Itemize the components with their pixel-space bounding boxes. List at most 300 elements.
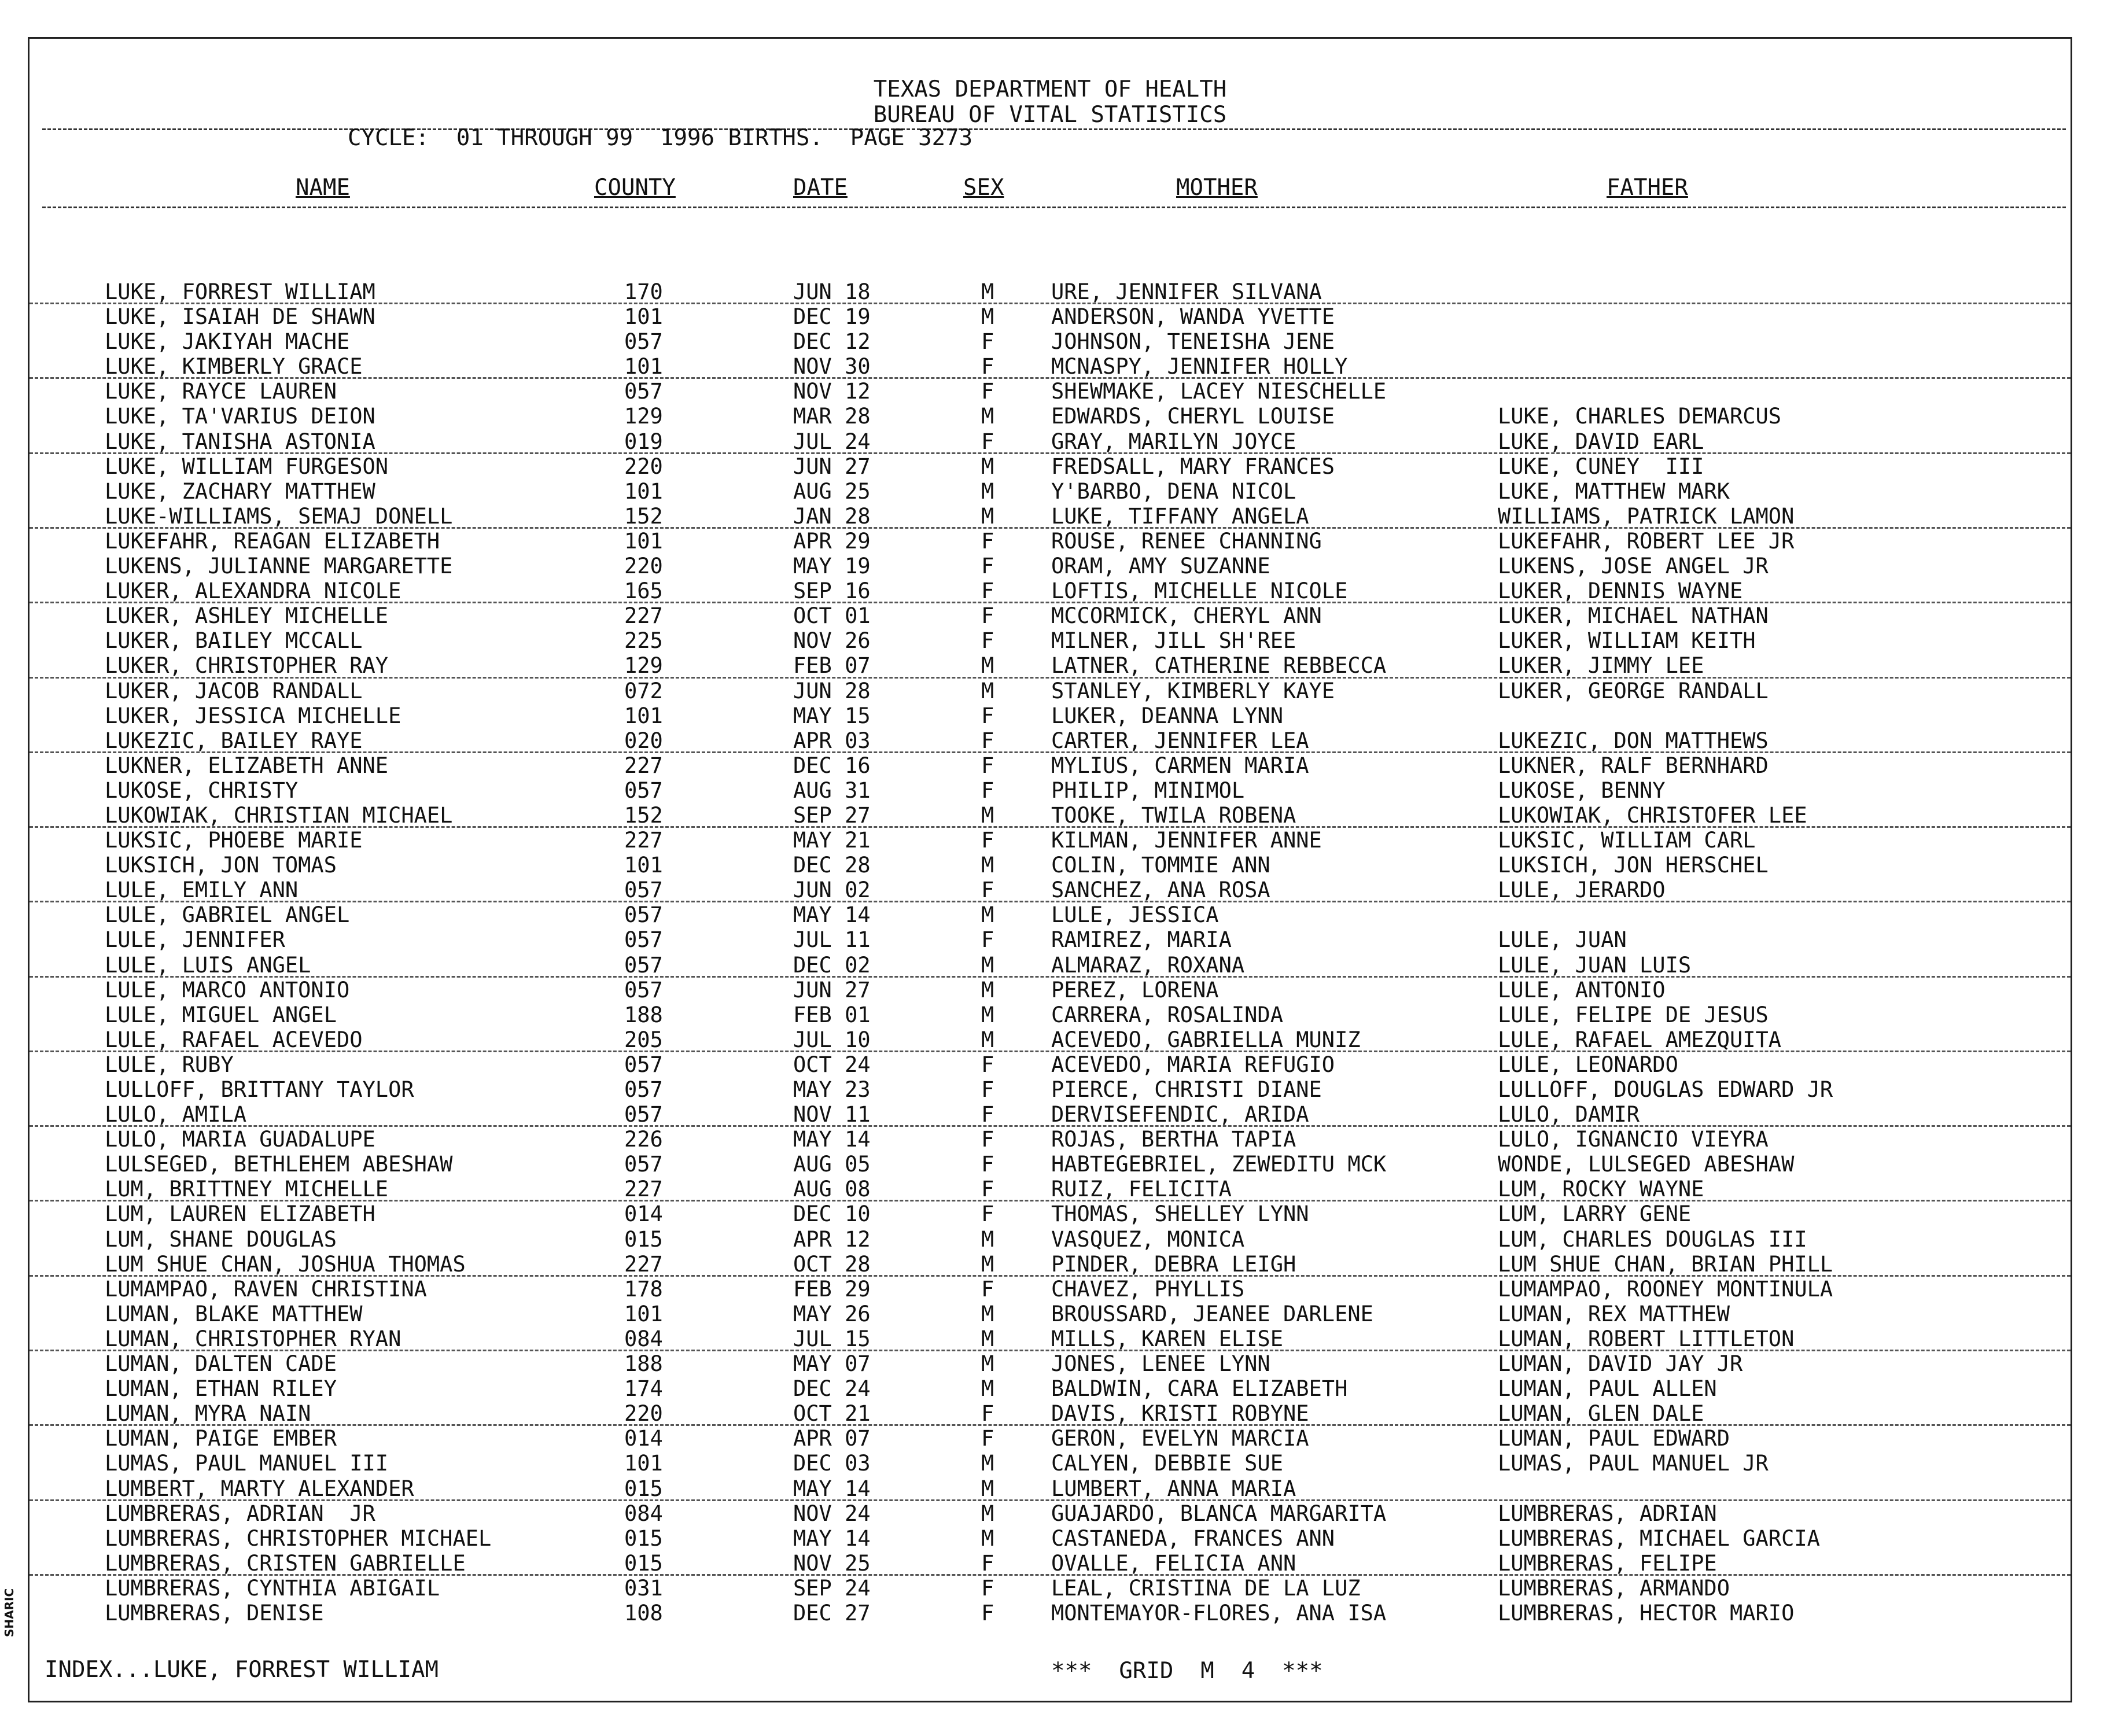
cell-date: APR 03	[793, 728, 871, 753]
table-row	[30, 1551, 2071, 1576]
cell-date: DEC 10	[793, 1201, 871, 1227]
cell-mother: PIERCE, CHRISTI DIANE	[1051, 1077, 1322, 1102]
cell-father: LUM, LARRY GENE	[1498, 1201, 1692, 1227]
cell-date: FEB 07	[793, 653, 871, 679]
cell-date: JUN 28	[793, 678, 871, 703]
cell-sex: F	[981, 1052, 994, 1077]
cell-county: 101	[624, 703, 663, 728]
cell-name: LUKEFAHR, REAGAN ELIZABETH	[105, 528, 440, 554]
cell-sex: F	[981, 703, 994, 728]
cell-name: LUKE, FORREST WILLIAM	[105, 279, 375, 304]
cell-name: LUKNER, ELIZABETH ANNE	[105, 753, 389, 778]
table-row	[30, 679, 2071, 703]
cell-mother: MILNER, JILL SH'REE	[1051, 628, 1296, 654]
cell-county: 057	[624, 1077, 663, 1102]
cell-father: LUKE, MATTHEW MARK	[1498, 478, 1730, 504]
cell-mother: DAVIS, KRISTI ROBYNE	[1051, 1401, 1309, 1427]
cell-county: 225	[624, 628, 663, 654]
cell-mother: Y'BARBO, DENA NICOL	[1051, 478, 1296, 504]
cell-mother: LUKE, TIFFANY ANGELA	[1051, 503, 1309, 529]
table-row	[30, 1052, 2071, 1077]
cell-sex: M	[981, 1326, 994, 1351]
cell-mother: MYLIUS, CARMEN MARIA	[1051, 753, 1309, 778]
cell-name: LUKSIC, PHOEBE MARIE	[105, 828, 363, 853]
cell-county: 188	[624, 1002, 663, 1027]
cell-sex: F	[981, 728, 994, 753]
table-row	[30, 1476, 2071, 1501]
table-row	[30, 578, 2071, 603]
cell-mother: COLIN, TOMMIE ANN	[1051, 853, 1270, 878]
cell-name: LULE, GABRIEL ANGEL	[105, 902, 350, 928]
cell-mother: OVALLE, FELICIA ANN	[1051, 1550, 1296, 1576]
table-row	[30, 504, 2071, 529]
cell-county: 129	[624, 653, 663, 679]
cell-name: LUKE, WILLIAM FURGESON	[105, 454, 389, 479]
cell-county: 015	[624, 1525, 663, 1551]
table-row	[30, 429, 2071, 454]
cell-date: MAY 21	[793, 828, 871, 853]
cell-father: LUKER, MICHAEL NATHAN	[1498, 603, 1769, 629]
cell-date: MAY 14	[793, 902, 871, 928]
cell-date: SEP 24	[793, 1575, 871, 1601]
table-row	[30, 803, 2071, 828]
cell-date: FEB 01	[793, 1002, 871, 1027]
cell-date: JUN 02	[793, 878, 871, 903]
cell-mother: MILLS, KAREN ELISE	[1051, 1326, 1283, 1351]
cell-county: 227	[624, 828, 663, 853]
cell-sex: M	[981, 1301, 994, 1326]
cell-sex: M	[981, 304, 994, 330]
cell-date: AUG 31	[793, 777, 871, 803]
table-row	[30, 1002, 2071, 1027]
cell-date: NOV 11	[793, 1102, 871, 1127]
cell-county: 072	[624, 678, 663, 703]
column-header-date: DATE	[793, 175, 848, 201]
cell-sex: M	[981, 404, 994, 429]
table-row	[30, 1027, 2071, 1052]
cell-name: LUKEZIC, BAILEY RAYE	[105, 728, 363, 753]
cell-mother: URE, JENNIFER SILVANA	[1051, 279, 1322, 304]
cell-mother: STANLEY, KIMBERLY KAYE	[1051, 678, 1335, 703]
cell-sex: M	[981, 1476, 994, 1501]
cell-name: LUKER, ASHLEY MICHELLE	[105, 603, 389, 629]
cell-date: MAY 26	[793, 1301, 871, 1326]
cell-name: LUMBRERAS, CHRISTOPHER MICHAEL	[105, 1525, 492, 1551]
table-row	[30, 853, 2071, 878]
cell-father: LUM, CHARLES DOUGLAS III	[1498, 1226, 1807, 1252]
cell-date: JUL 15	[793, 1326, 871, 1351]
cell-name: LULLOFF, BRITTANY TAYLOR	[105, 1077, 414, 1102]
cell-mother: LEAL, CRISTINA DE LA LUZ	[1051, 1575, 1361, 1601]
cell-mother: BROUSSARD, JEANEE DARLENE	[1051, 1301, 1373, 1326]
cell-father: LULE, JUAN	[1498, 927, 1627, 953]
cell-father: LUMAN, DAVID JAY JR	[1498, 1351, 1743, 1377]
cell-date: AUG 05	[793, 1152, 871, 1177]
cell-sex: F	[981, 828, 994, 853]
cell-mother: MCNASPY, JENNIFER HOLLY	[1051, 354, 1348, 379]
table-row	[30, 953, 2071, 978]
cell-mother: CARRERA, ROSALINDA	[1051, 1002, 1283, 1027]
cell-mother: THOMAS, SHELLEY LYNN	[1051, 1201, 1309, 1227]
table-row	[30, 1102, 2071, 1127]
table-row	[30, 728, 2071, 753]
cell-sex: M	[981, 653, 994, 679]
cell-name: LUMAN, MYRA NAIN	[105, 1401, 311, 1427]
cell-father: LUMAMPAO, ROONEY MONTINULA	[1498, 1276, 1833, 1302]
cell-county: 020	[624, 728, 663, 753]
cell-sex: M	[981, 1226, 994, 1252]
cell-mother: PEREZ, LORENA	[1051, 977, 1219, 1002]
cell-name: LUKER, ALEXANDRA NICOLE	[105, 578, 401, 604]
cell-mother: CASTANEDA, FRANCES ANN	[1051, 1525, 1335, 1551]
cell-father: LUKE, CHARLES DEMARCUS	[1498, 404, 1782, 429]
column-header-county: COUNTY	[594, 175, 676, 201]
cell-father: LUKEZIC, DON MATTHEWS	[1498, 728, 1769, 753]
cell-county: 084	[624, 1326, 663, 1351]
cell-sex: M	[981, 478, 994, 504]
cell-sex: F	[981, 528, 994, 554]
cell-father: LULE, FELIPE DE JESUS	[1498, 1002, 1769, 1027]
cell-county: 031	[624, 1575, 663, 1601]
cell-sex: M	[981, 1451, 994, 1476]
cell-mother: ACEVEDO, GABRIELLA MUNIZ	[1051, 1027, 1361, 1052]
cell-county: 057	[624, 1102, 663, 1127]
cell-county: 014	[624, 1426, 663, 1451]
table-row	[30, 1576, 2071, 1601]
cell-name: LUKOWIAK, CHRISTIAN MICHAEL	[105, 802, 453, 828]
cell-date: MAY 19	[793, 554, 871, 579]
cell-date: APR 12	[793, 1226, 871, 1252]
cell-name: LUMAN, CHRISTOPHER RYAN	[105, 1326, 401, 1351]
cell-county: 101	[624, 1301, 663, 1326]
column-header-sex: SEX	[963, 175, 1004, 201]
cell-county: 152	[624, 802, 663, 828]
cell-name: LUMAS, PAUL MANUEL III	[105, 1451, 389, 1476]
cell-county: 057	[624, 1052, 663, 1077]
cell-sex: F	[981, 354, 994, 379]
cell-county: 057	[624, 902, 663, 928]
cell-date: NOV 12	[793, 379, 871, 404]
cell-father: LULLOFF, DOUGLAS EDWARD JR	[1498, 1077, 1833, 1102]
cell-county: 129	[624, 404, 663, 429]
bureau-title: BUREAU OF VITAL STATISTICS	[873, 102, 1227, 128]
cell-county: 152	[624, 503, 663, 529]
table-row	[30, 828, 2071, 853]
cell-sex: F	[981, 429, 994, 454]
cell-sex: F	[981, 1426, 994, 1451]
cell-date: MAY 15	[793, 703, 871, 728]
cell-name: LUMAN, ETHAN RILEY	[105, 1376, 337, 1402]
table-row	[30, 753, 2071, 778]
cell-mother: LATNER, CATHERINE REBBECCA	[1051, 653, 1387, 679]
cell-father: LUMAN, PAUL EDWARD	[1498, 1426, 1730, 1451]
cell-father: WONDE, LULSEGED ABESHAW	[1498, 1152, 1795, 1177]
table-row	[30, 653, 2071, 678]
cell-name: LUKER, BAILEY MCCALL	[105, 628, 363, 654]
cell-mother: CHAVEZ, PHYLLIS	[1051, 1276, 1245, 1302]
cell-county: 226	[624, 1127, 663, 1152]
cell-name: LUM SHUE CHAN, JOSHUA THOMAS	[105, 1251, 466, 1277]
cell-mother: TOOKE, TWILA ROBENA	[1051, 802, 1296, 828]
column-header-father: FATHER	[1607, 175, 1688, 201]
cell-father: LUKE, DAVID EARL	[1498, 429, 1704, 454]
cell-date: NOV 30	[793, 354, 871, 379]
cell-sex: F	[981, 1600, 994, 1626]
cell-father: LUMAN, ROBERT LITTLETON	[1498, 1326, 1795, 1351]
cell-sex: M	[981, 853, 994, 878]
cell-county: 227	[624, 753, 663, 778]
index-line: INDEX...LUKE, FORREST WILLIAM	[45, 1657, 439, 1683]
cell-date: FEB 29	[793, 1276, 871, 1302]
cell-father: LULO, DAMIR	[1498, 1102, 1640, 1127]
cell-father: LUM, ROCKY WAYNE	[1498, 1177, 1704, 1202]
cell-county: 220	[624, 554, 663, 579]
cell-county: 101	[624, 853, 663, 878]
cell-name: LUMAN, BLAKE MATTHEW	[105, 1301, 363, 1326]
cell-date: APR 07	[793, 1426, 871, 1451]
cell-date: MAY 14	[793, 1525, 871, 1551]
cell-date: JUN 18	[793, 279, 871, 304]
cell-name: LUM, BRITTNEY MICHELLE	[105, 1177, 389, 1202]
cell-date: DEC 27	[793, 1600, 871, 1626]
cell-sex: M	[981, 952, 994, 978]
cell-date: DEC 28	[793, 853, 871, 878]
cell-county: 057	[624, 952, 663, 978]
cell-father: LUKER, JIMMY LEE	[1498, 653, 1704, 679]
cell-date: OCT 01	[793, 603, 871, 629]
cell-mother: GRAY, MARILYN JOYCE	[1051, 429, 1296, 454]
cell-sex: F	[981, 878, 994, 903]
cell-father: LUMBRERAS, FELIPE	[1498, 1550, 1717, 1576]
cell-name: LUKE, TA'VARIUS DEION	[105, 404, 375, 429]
cell-father: LULE, JERARDO	[1498, 878, 1666, 903]
cell-sex: F	[981, 1077, 994, 1102]
cell-father: LUKNER, RALF BERNHARD	[1498, 753, 1769, 778]
cell-county: 057	[624, 977, 663, 1002]
cell-name: LUKER, JESSICA MICHELLE	[105, 703, 401, 728]
cell-name: LUMAMPAO, RAVEN CHRISTINA	[105, 1276, 427, 1302]
table-row	[30, 1351, 2071, 1376]
cell-county: 227	[624, 1177, 663, 1202]
cell-name: LULE, EMILY ANN	[105, 878, 299, 903]
cell-father: LUKOWIAK, CHRISTOFER LEE	[1498, 802, 1807, 828]
cell-mother: ROUSE, RENEE CHANNING	[1051, 528, 1322, 554]
cell-county: 015	[624, 1550, 663, 1576]
cell-name: LUKE, RAYCE LAUREN	[105, 379, 337, 404]
table-row	[30, 1376, 2071, 1401]
cell-date: OCT 24	[793, 1052, 871, 1077]
cell-sex: F	[981, 1177, 994, 1202]
cell-father: LULE, LEONARDO	[1498, 1052, 1678, 1077]
cell-date: MAR 28	[793, 404, 871, 429]
cell-sex: F	[981, 329, 994, 355]
cell-county: 165	[624, 578, 663, 604]
cell-name: LULE, MARCO ANTONIO	[105, 977, 350, 1002]
table-row	[30, 404, 2071, 429]
cell-county: 227	[624, 603, 663, 629]
cell-father: LUKSIC, WILLIAM CARL	[1498, 828, 1756, 853]
table-row	[30, 554, 2071, 578]
table-row	[30, 479, 2071, 504]
cell-mother: RAMIREZ, MARIA	[1051, 927, 1232, 953]
cell-mother: KILMAN, JENNIFER ANNE	[1051, 828, 1322, 853]
cell-date: JUL 24	[793, 429, 871, 454]
cell-date: MAY 23	[793, 1077, 871, 1102]
cell-sex: F	[981, 1102, 994, 1127]
cell-date: MAY 14	[793, 1476, 871, 1501]
cell-name: LUMBRERAS, DENISE	[105, 1600, 324, 1626]
cell-father: LULE, RAFAEL AMEZQUITA	[1498, 1027, 1782, 1052]
table-row	[30, 279, 2071, 304]
cell-county: 227	[624, 1251, 663, 1277]
cell-date: APR 29	[793, 528, 871, 554]
cell-date: SEP 16	[793, 578, 871, 604]
table-row	[30, 603, 2071, 628]
cell-sex: M	[981, 503, 994, 529]
cell-father: LULO, IGNANCIO VIEYRA	[1498, 1127, 1769, 1152]
cell-name: LULE, RAFAEL ACEVEDO	[105, 1027, 363, 1052]
cell-county: 174	[624, 1376, 663, 1402]
cell-mother: MONTEMAYOR-FLORES, ANA ISA	[1051, 1600, 1387, 1626]
cell-mother: VASQUEZ, MONICA	[1051, 1226, 1245, 1252]
cell-sex: M	[981, 1002, 994, 1027]
cell-county: 101	[624, 1451, 663, 1476]
cell-date: DEC 03	[793, 1451, 871, 1476]
cell-date: DEC 16	[793, 753, 871, 778]
cell-sex: M	[981, 454, 994, 479]
cell-mother: GERON, EVELYN MARCIA	[1051, 1426, 1309, 1451]
table-row	[30, 1127, 2071, 1152]
cell-name: LUMAN, DALTEN CADE	[105, 1351, 337, 1377]
cell-mother: ACEVEDO, MARIA REFUGIO	[1051, 1052, 1335, 1077]
table-row	[30, 529, 2071, 554]
cell-name: LUKE, ISAIAH DE SHAWN	[105, 304, 375, 330]
column-header-mother: MOTHER	[1176, 175, 1258, 201]
cell-county: 205	[624, 1027, 663, 1052]
cell-father: LUM SHUE CHAN, BRIAN PHILL	[1498, 1251, 1833, 1277]
table-row	[30, 1501, 2071, 1526]
cell-name: LUKE-WILLIAMS, SEMAJ DONELL	[105, 503, 453, 529]
cell-mother: LUMBERT, ANNA MARIA	[1051, 1476, 1296, 1501]
cell-sex: F	[981, 578, 994, 604]
cell-father: LUMAS, PAUL MANUEL JR	[1498, 1451, 1769, 1476]
table-row	[30, 1201, 2071, 1226]
cell-county: 057	[624, 777, 663, 803]
table-row	[30, 354, 2071, 379]
cell-date: AUG 08	[793, 1177, 871, 1202]
cell-date: NOV 25	[793, 1550, 871, 1576]
cell-name: LUM, SHANE DOUGLAS	[105, 1226, 337, 1252]
cell-sex: M	[981, 977, 994, 1002]
cell-father: LUMAN, PAUL ALLEN	[1498, 1376, 1717, 1402]
table-row	[30, 1451, 2071, 1476]
cell-name: LUMBERT, MARTY ALEXANDER	[105, 1476, 414, 1501]
cell-county: 178	[624, 1276, 663, 1302]
cell-mother: FREDSALL, MARY FRANCES	[1051, 454, 1335, 479]
cell-county: 220	[624, 454, 663, 479]
cell-county: 170	[624, 279, 663, 304]
table-row	[30, 1227, 2071, 1252]
cell-mother: DERVISEFENDIC, ARIDA	[1051, 1102, 1309, 1127]
cell-father: LUKER, DENNIS WAYNE	[1498, 578, 1743, 604]
cell-name: LUKOSE, CHRISTY	[105, 777, 299, 803]
cell-date: JAN 28	[793, 503, 871, 529]
cell-county: 057	[624, 927, 663, 953]
table-row	[30, 1326, 2071, 1351]
cell-mother: PHILIP, MINIMOL	[1051, 777, 1245, 803]
cell-sex: F	[981, 1127, 994, 1152]
cell-sex: M	[981, 678, 994, 703]
report-page	[28, 37, 2072, 1702]
cell-sex: F	[981, 379, 994, 404]
cell-date: JUL 11	[793, 927, 871, 953]
cell-name: LUKE, KIMBERLY GRACE	[105, 354, 363, 379]
cell-date: AUG 25	[793, 478, 871, 504]
cell-father: LUMBRERAS, MICHAEL GARCIA	[1498, 1525, 1820, 1551]
cell-county: 015	[624, 1476, 663, 1501]
cell-mother: JOHNSON, TENEISHA JENE	[1051, 329, 1335, 355]
cell-mother: PINDER, DEBRA LEIGH	[1051, 1251, 1296, 1277]
cell-father: LUMBRERAS, ARMANDO	[1498, 1575, 1730, 1601]
cell-name: LULE, MIGUEL ANGEL	[105, 1002, 337, 1027]
cell-name: LUKE, ZACHARY MATTHEW	[105, 478, 375, 504]
cell-sex: M	[981, 1525, 994, 1551]
table-row	[30, 778, 2071, 803]
cell-name: LUKER, CHRISTOPHER RAY	[105, 653, 389, 679]
cell-father: LUMBRERAS, ADRIAN	[1498, 1501, 1717, 1526]
table-row	[30, 1077, 2071, 1102]
records-table	[30, 279, 2071, 1626]
cell-sex: F	[981, 1276, 994, 1302]
cell-sex: M	[981, 1501, 994, 1526]
cell-sex: M	[981, 802, 994, 828]
cell-county: 057	[624, 379, 663, 404]
cell-sex: F	[981, 603, 994, 629]
cell-mother: BALDWIN, CARA ELIZABETH	[1051, 1376, 1348, 1402]
cycle-line: CYCLE: 01 THROUGH 99 1996 BIRTHS. PAGE 3273	[348, 125, 973, 151]
cell-county: 101	[624, 528, 663, 554]
cell-mother: CARTER, JENNIFER LEA	[1051, 728, 1309, 753]
cell-name: LULSEGED, BETHLEHEM ABESHAW	[105, 1152, 453, 1177]
cell-father: LUKSICH, JON HERSCHEL	[1498, 853, 1769, 878]
table-row	[30, 1177, 2071, 1201]
grid-label: *** GRID M 4 ***	[1051, 1658, 1323, 1684]
cell-date: SEP 27	[793, 802, 871, 828]
table-row	[30, 1426, 2071, 1451]
cell-father: LULE, ANTONIO	[1498, 977, 1666, 1002]
cell-father: LULE, JUAN LUIS	[1498, 952, 1692, 978]
cell-county: 014	[624, 1201, 663, 1227]
table-row	[30, 1302, 2071, 1326]
cell-sex: M	[981, 1027, 994, 1052]
cell-name: LUM, LAUREN ELIZABETH	[105, 1201, 375, 1227]
cell-name: LULO, MARIA GUADALUPE	[105, 1127, 375, 1152]
cell-date: DEC 19	[793, 304, 871, 330]
cell-county: 084	[624, 1501, 663, 1526]
cell-sex: F	[981, 777, 994, 803]
cell-sex: F	[981, 753, 994, 778]
table-row	[30, 1152, 2071, 1177]
cell-sex: M	[981, 1376, 994, 1402]
cell-sex: F	[981, 1575, 994, 1601]
cell-sex: F	[981, 1550, 994, 1576]
cell-date: DEC 02	[793, 952, 871, 978]
cell-name: LUKENS, JULIANNE MARGARETTE	[105, 554, 453, 579]
cell-county: 101	[624, 304, 663, 330]
cell-sex: M	[981, 1251, 994, 1277]
cell-county: 019	[624, 429, 663, 454]
cell-county: 108	[624, 1600, 663, 1626]
